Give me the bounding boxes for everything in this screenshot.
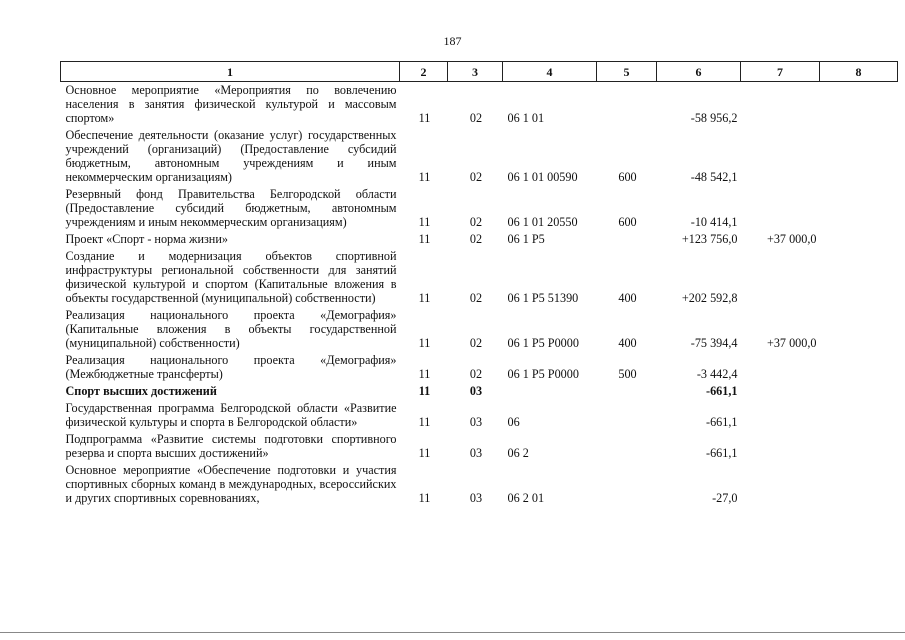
column-header-2: 2	[400, 62, 448, 82]
cell-target-code: 06 1 P5 51390	[507, 291, 579, 305]
cell-amount-col8	[820, 82, 898, 128]
cell-section: 11	[418, 336, 431, 350]
cell-amount-col8	[820, 431, 898, 462]
table-row	[61, 307, 898, 352]
cell-section: 11	[418, 446, 431, 460]
column-header-3: 3	[448, 62, 503, 82]
cell-amount-col8	[820, 462, 898, 507]
cell-amount-col8	[820, 307, 898, 352]
column-header-8: 8	[820, 62, 898, 82]
cell-subsection: 02	[469, 291, 483, 305]
cell-expense-type	[597, 431, 657, 462]
cell-amount-col8	[820, 352, 898, 383]
cell-name: Реализация национального проекта «Демография» (Капитальные вложения в объекты государственной (муниципальной) собственности)	[65, 308, 397, 350]
cell-subsection: 02	[469, 215, 483, 229]
cell-section: 11	[418, 491, 431, 505]
cell-section: 11	[418, 232, 431, 246]
table-row	[61, 352, 898, 383]
cell-section: 11	[418, 111, 431, 125]
cell-section: 11	[418, 215, 431, 229]
cell-amount-col7	[741, 127, 820, 186]
cell-amount-col6: -661,1	[706, 384, 738, 398]
table-row	[61, 231, 898, 248]
cell-amount-col6: -48 542,1	[690, 170, 738, 184]
column-header-4: 4	[503, 62, 597, 82]
table-row	[61, 383, 898, 400]
cell-amount-col7	[741, 431, 820, 462]
cell-section: 11	[418, 415, 431, 429]
cell-target-code: 06 1 P5 P0000	[507, 367, 579, 381]
cell-amount-col7	[741, 82, 820, 128]
cell-amount-col6: +123 756,0	[681, 232, 738, 246]
cell-name: Подпрограмма «Развитие системы подготовки спортивного резерва и спорта высших достижений»	[65, 432, 397, 460]
cell-amount-col8	[820, 186, 898, 231]
table-row	[61, 248, 898, 307]
cell-name: Резервный фонд Правительства Белгородской области (Предоставление субсидий бюджетным, автономным учреждениям и иным некоммерческим организациям)	[65, 187, 397, 229]
cell-name: Основное мероприятие «Обеспечение подготовки и участия спортивных сборных команд в международных, всероссийских и других спортивных соревнованиях,	[65, 463, 397, 505]
cell-expense-type: 500	[618, 367, 637, 381]
cell-amount-col8	[820, 248, 898, 307]
cell-name: Создание и модернизация объектов спортивной инфраструктуры региональной собственности для занятий физической культурой и спортом (Капитальные вложения в объекты государственной (муниципальной) собственности)	[65, 249, 397, 305]
cell-amount-col6: -75 394,4	[690, 336, 738, 350]
cell-amount-col7	[741, 248, 820, 307]
cell-amount-col8	[820, 127, 898, 186]
cell-name: Государственная программа Белгородской области «Развитие физической культуры и спорта в Белгородской области»	[65, 401, 397, 429]
cell-subsection: 02	[469, 232, 483, 246]
cell-amount-col6: +202 592,8	[681, 291, 738, 305]
cell-amount-col7: +37 000,0	[766, 336, 817, 350]
cell-target-code: 06	[507, 415, 520, 429]
cell-expense-type: 600	[618, 215, 637, 229]
cell-subsection: 03	[469, 446, 483, 460]
cell-amount-col8	[820, 400, 898, 431]
cell-amount-col6: -3 442,4	[696, 367, 738, 381]
cell-amount-col6: -661,1	[706, 446, 738, 460]
cell-subsection: 02	[469, 111, 483, 125]
cell-target-code	[503, 383, 597, 400]
cell-expense-type: 600	[618, 170, 637, 184]
cell-amount-col8	[820, 231, 898, 248]
cell-target-code: 06 1 01 20550	[507, 215, 578, 229]
cell-expense-type	[597, 400, 657, 431]
cell-amount-col7	[741, 352, 820, 383]
cell-amount-col7	[741, 383, 820, 400]
cell-amount-col6: -58 956,2	[690, 111, 738, 125]
table-row	[61, 462, 898, 507]
cell-subsection: 03	[469, 491, 483, 505]
cell-section: 11	[418, 170, 431, 184]
table-row	[61, 186, 898, 231]
cell-subsection: 02	[469, 367, 483, 381]
column-header-7: 7	[741, 62, 820, 82]
table-header-row	[61, 62, 898, 82]
column-header-5: 5	[597, 62, 657, 82]
cell-target-code: 06 1 01	[507, 111, 545, 125]
budget-table	[60, 61, 898, 507]
cell-name: Основное мероприятие «Мероприятия по вовлечению населения в занятия физической культурой и массовым спортом»	[65, 83, 397, 125]
cell-expense-type	[597, 383, 657, 400]
cell-name: Спорт высших достижений	[65, 384, 217, 398]
cell-expense-type	[597, 462, 657, 507]
cell-amount-col6: -10 414,1	[690, 215, 738, 229]
cell-name: Обеспечение деятельности (оказание услуг) государственных учреждений (организаций) (Предоставление субсидий бюджетным, автономным учреждениям и иным некоммерческим организациям)	[65, 128, 397, 184]
cell-target-code: 06 1 01 00590	[507, 170, 578, 184]
cell-expense-type	[597, 231, 657, 248]
cell-target-code: 06 1 P5	[507, 232, 545, 246]
cell-amount-col7: +37 000,0	[766, 232, 817, 246]
table-row	[61, 127, 898, 186]
cell-subsection: 03	[469, 384, 483, 398]
cell-amount-col6: -27,0	[712, 491, 738, 505]
page-number: 187	[443, 34, 462, 48]
cell-expense-type: 400	[618, 291, 637, 305]
cell-amount-col7	[741, 462, 820, 507]
cell-subsection: 03	[469, 415, 483, 429]
cell-expense-type: 400	[618, 336, 637, 350]
cell-name: Реализация национального проекта «Демография» (Межбюджетные трансферты)	[65, 353, 397, 381]
bottom-rule	[0, 632, 905, 633]
cell-section: 11	[418, 291, 431, 305]
column-header-6: 6	[657, 62, 741, 82]
cell-section: 11	[418, 384, 431, 398]
cell-subsection: 02	[469, 170, 483, 184]
cell-target-code: 06 1 P5 P0000	[507, 336, 579, 350]
cell-target-code: 06 2 01	[507, 491, 545, 505]
cell-name: Проект «Спорт - норма жизни»	[65, 232, 228, 246]
column-header-1: 1	[61, 62, 400, 82]
cell-amount-col7	[741, 400, 820, 431]
cell-target-code: 06 2	[507, 446, 529, 460]
table-row	[61, 400, 898, 431]
cell-section: 11	[418, 367, 431, 381]
cell-expense-type	[597, 82, 657, 128]
cell-amount-col7	[741, 186, 820, 231]
table-row	[61, 82, 898, 128]
cell-amount-col8	[820, 383, 898, 400]
table-row	[61, 431, 898, 462]
cell-subsection: 02	[469, 336, 483, 350]
cell-amount-col6: -661,1	[706, 415, 738, 429]
